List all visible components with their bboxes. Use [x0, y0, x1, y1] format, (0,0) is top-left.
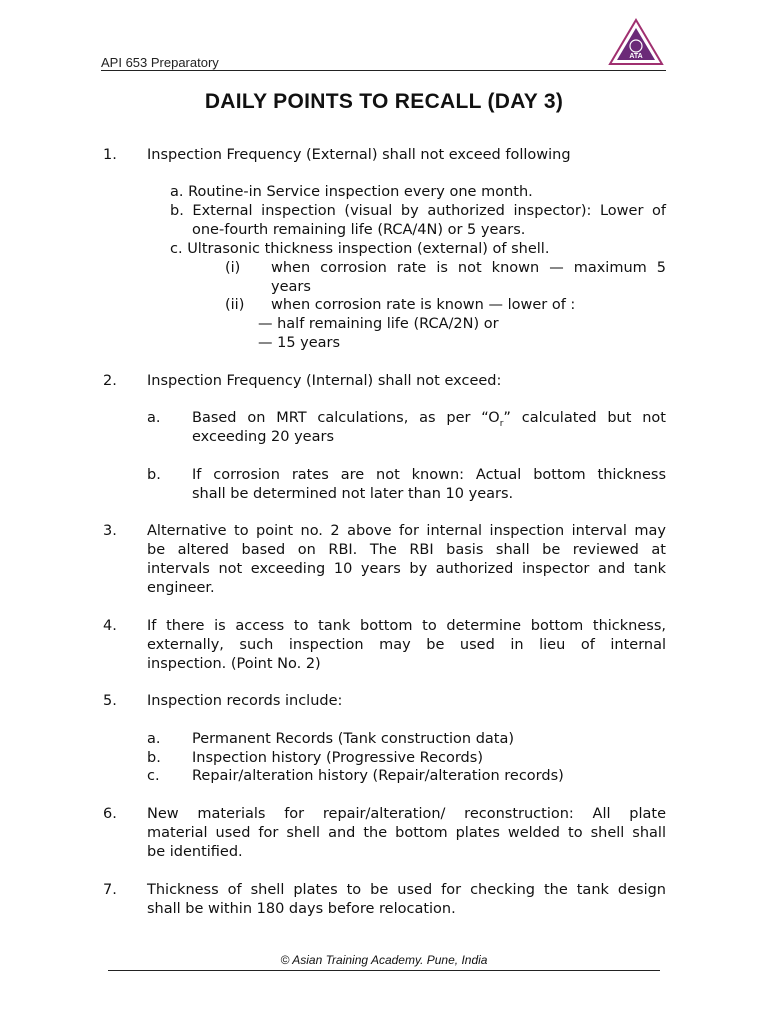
point-1-sub-i-line2: years — [271, 279, 311, 295]
point-6-number: 6. — [103, 806, 117, 822]
footer-copyright: © Asian Training Academy. Pune, India — [280, 953, 488, 967]
point-5-item-c: Repair/alteration history (Repair/alteration records) — [192, 768, 564, 784]
point-5-number: 5. — [103, 693, 117, 709]
point-4-line2: externally, such inspection may be used in lieu of internal — [147, 637, 666, 653]
point-2-item-a-line1: Based on MRT calculations, as per “$O_r$” calculated but not — [192, 410, 666, 429]
header-title: API 653 Preparatory — [101, 55, 219, 70]
ata-logo-icon — [608, 18, 664, 66]
point-1-item-b-line1: b. External inspection (visual by authorized inspector): Lower of — [170, 203, 666, 219]
point-1-sub-ii-text: when corrosion rate is known — lower of : — [271, 297, 576, 313]
point-4-number: 4. — [103, 618, 117, 634]
point-6-line3: be identified. — [147, 844, 243, 860]
page-title: DAILY POINTS TO RECALL (DAY 3) — [204, 90, 564, 113]
point-1-item-a: a. Routine-in Service inspection every one month. — [170, 184, 533, 200]
point-1-dash-2: — 15 years — [258, 335, 341, 351]
point-1-number: 1. — [103, 147, 117, 163]
header-divider — [101, 70, 666, 71]
point-5-text: Inspection records include: — [147, 693, 343, 709]
point-1-sub-ii-label: (ii) — [225, 297, 245, 313]
point-4-line1: If there is access to tank bottom to determine bottom thickness, — [147, 618, 666, 634]
footer-divider — [108, 970, 660, 971]
point-5-item-a-label: a. — [147, 731, 161, 747]
point-1-dash-1: — half remaining life (RCA/2N) or — [258, 316, 499, 332]
point-4-line3: inspection. (Point No. 2) — [147, 656, 321, 672]
point-2-text: Inspection Frequency (Internal) shall not exceed: — [147, 373, 502, 389]
point-1-sub-i-line1: when corrosion rate is not known — maximum 5 — [271, 260, 666, 276]
point-6-line1: New materials for repair/alteration/ reconstruction: All plate — [147, 806, 666, 822]
point-1-sub-i-label: (i) — [225, 260, 241, 276]
logo-text: ATA — [629, 53, 643, 60]
point-3-line1: Alternative to point no. 2 above for internal inspection interval may — [147, 523, 666, 539]
point-5-item-b-label: b. — [147, 750, 161, 766]
point-5-item-c-label: c. — [147, 768, 160, 784]
point-1-text: Inspection Frequency (External) shall not exceed following — [147, 147, 571, 163]
point-7-line2: shall be within 180 days before relocation. — [147, 901, 456, 917]
point-2-number: 2. — [103, 373, 117, 389]
point-1-item-c: c. Ultrasonic thickness inspection (external) of shell. — [170, 241, 550, 257]
point-7-line1: Thickness of shell plates to be used for checking the tank design — [147, 882, 666, 898]
point-2-item-b-line1: If corrosion rates are not known: Actual bottom thickness — [192, 467, 666, 483]
point-2-item-b-label: b. — [147, 467, 161, 483]
point-5-item-b: Inspection history (Progressive Records) — [192, 750, 483, 766]
point-5-item-a: Permanent Records (Tank construction data) — [192, 731, 515, 747]
point-2-item-b-line2: shall be determined not later than 10 years. — [192, 486, 514, 502]
point-3-line3: intervals not exceeding 10 years by authorized inspector and tank — [147, 561, 666, 577]
point-2-item-a-label: a. — [147, 410, 161, 426]
point-3-line2: be altered based on RBI. The RBI basis shall be reviewed at — [147, 542, 666, 558]
point-2-item-a-line2: exceeding 20 years — [192, 429, 335, 445]
point-3-number: 3. — [103, 523, 117, 539]
point-1-item-b-line2: one-fourth remaining life (RCA/4N) or 5 years. — [192, 222, 526, 238]
point-6-line2: material used for shell and the bottom plates welded to shell shall — [147, 825, 666, 841]
point-7-number: 7. — [103, 882, 117, 898]
point-3-line4: engineer. — [147, 580, 215, 596]
